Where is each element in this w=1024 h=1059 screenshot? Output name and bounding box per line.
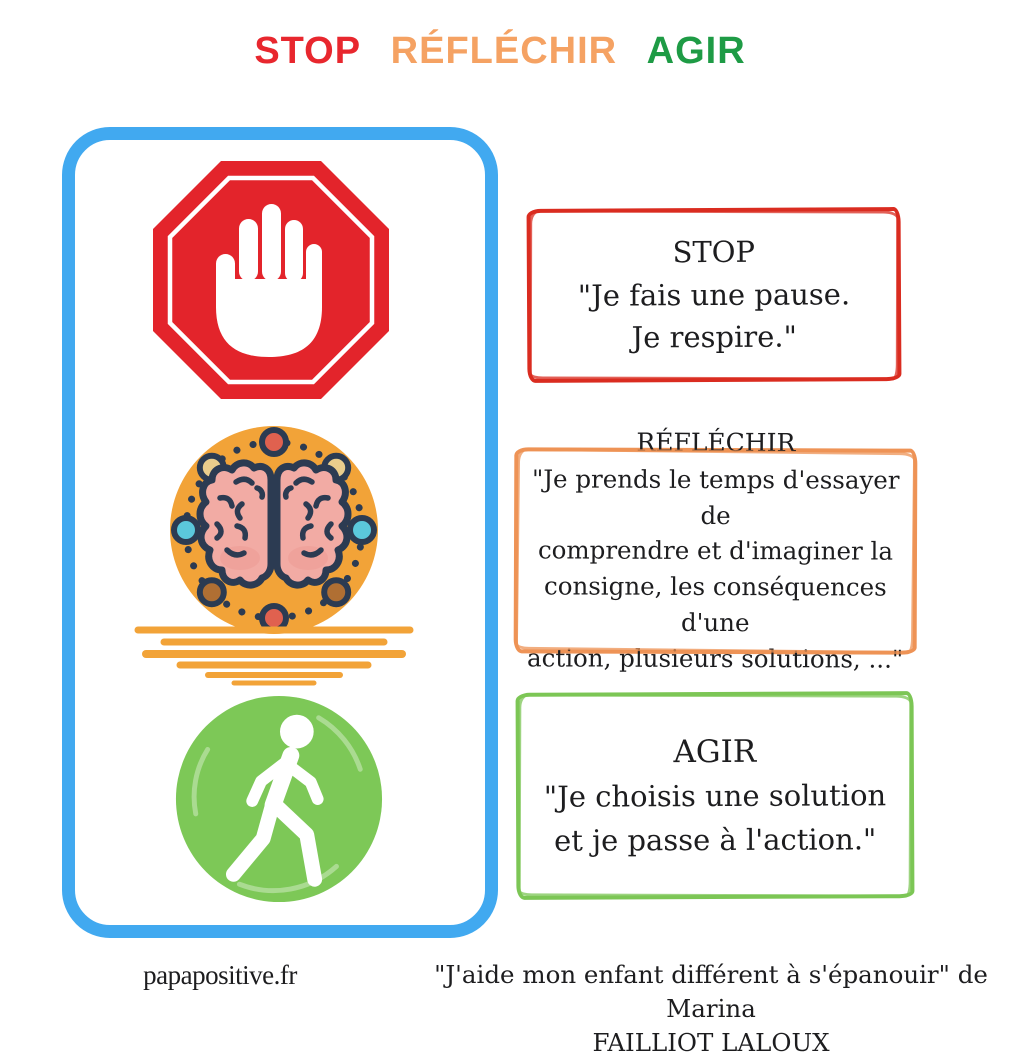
stop-card-heading: STOP (672, 234, 756, 269)
stop-card-line: "Je fais une pause. (577, 276, 851, 313)
title-word-stop: STOP (254, 30, 362, 72)
reflechir-card-heading: RÉFLÉCHIR (636, 428, 796, 458)
reflechir-card-line: consigne, les conséquences d'une (543, 571, 887, 638)
brain-hemispheres (200, 463, 348, 585)
book-credit-line: FAILLIOT LALOUX (592, 1027, 830, 1057)
stop-sign-hand-icon (150, 158, 392, 406)
reflection-lines (138, 630, 410, 683)
reflechir-card-line: action, plusieurs solutions, ..." (527, 643, 904, 674)
title-word-reflechir: RÉFLÉCHIR (390, 30, 618, 72)
book-credit (398, 958, 1024, 1059)
reflechir-card-line: "Je prends le temps d'essayer de (531, 464, 900, 530)
page-title (0, 30, 1000, 73)
stop-card (527, 207, 902, 383)
agir-card-line: et je passe à l'action." (553, 822, 877, 858)
walking-person-icon (170, 690, 388, 908)
title-word-agir: AGIR (646, 30, 746, 72)
reflechir-card-line: comprendre et d'imaginer la (537, 535, 894, 567)
brain-icon (118, 418, 430, 686)
agir-card-heading: AGIR (673, 733, 757, 770)
reflechir-card (514, 428, 918, 674)
site-name: papapositive.fr (143, 960, 297, 990)
book-credit-line: "J'aide mon enfant différent à s'épanouir" de Marina (434, 960, 988, 1023)
agir-card-line: "Je choisis une solution (543, 778, 887, 814)
agir-card (516, 691, 915, 900)
stop-card-line: Je respire." (631, 320, 797, 355)
